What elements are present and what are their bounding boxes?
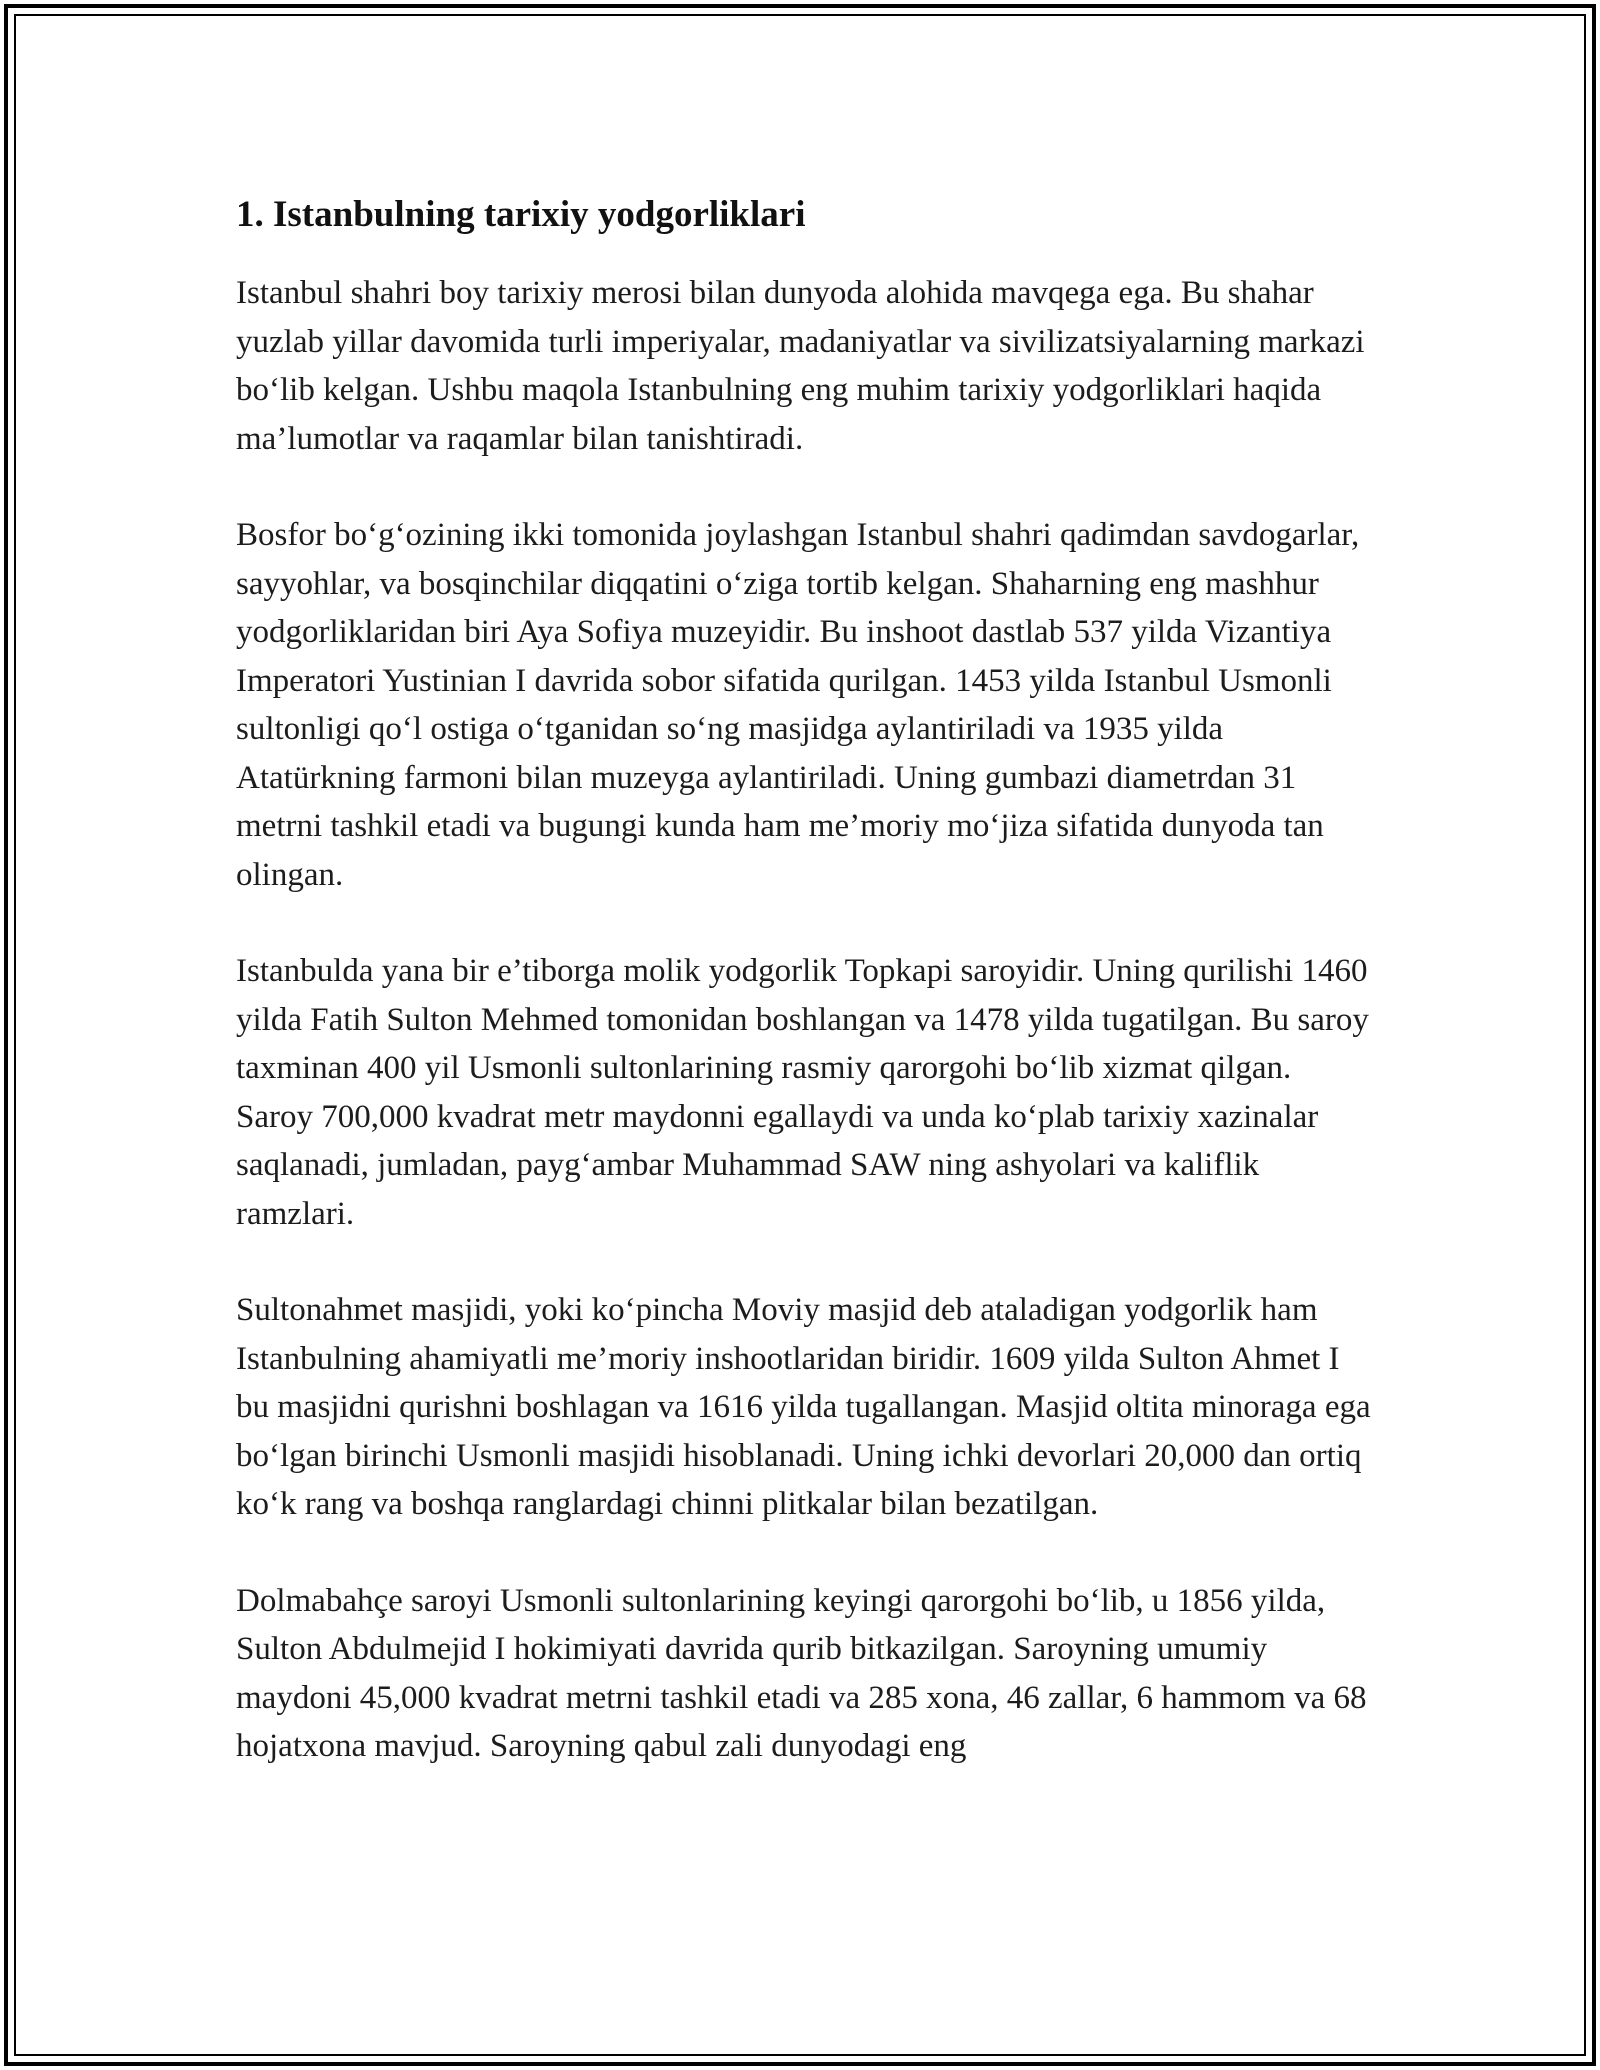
paragraph-topkapi: Istanbulda yana bir e’tiborga molik yodgorlik Topkapi saroyidir. Uning qurilishi 1460 yilda Fatih Sulton Mehmed tomonidan boshlangan va 1478 yilda tugatilgan. Bu saroy taxminan 400 yil Usmonli sultonlarining rasmiy qarorgohi bo‘lib xizmat qilgan. Saroy 700,000 kvadrat metr maydonni egallaydi va unda ko‘plab tarixiy xazinalar saqlanadi, jumladan, payg‘ambar Muhammad SAW ning ashyolari va kaliflik ramzlari.: [236, 953, 1369, 1232]
section-heading: 1. Istanbulning tarixiy yodgorliklari: [236, 194, 806, 235]
paragraph-dolmabahce: Dolmabahçe saroyi Usmonli sultonlarining keyingi qarorgohi bo‘lib, u 1856 yilda, Sulton Abdulmejid I hokimiyati davrida qurib bitkazilgan. Saroyning umumiy maydoni 45,000 kvadrat metrni tashkil etadi va 285 xona, 46 zallar, 6 hammom va 68 hojatxona mavjud. Saroyning qabul zali dunyodagi eng: [236, 1582, 1367, 1764]
document-body: [236, 185, 1376, 1819]
paragraph-sultonahmet: Sultonahmet masjidi, yoki ko‘pincha Moviy masjid deb ataladigan yodgorlik ham Istanbulning ahamiyatli me’moriy inshootlaridan biridir. 1609 yilda Sulton Ahmet I bu masjidni qurishni boshlagan va 1616 yilda tugallangan. Masjid oltita minoraga ega bo‘lgan birinchi Usmonli masjidi hisoblanadi. Uning ichki devorlari 20,000 dan ortiq ko‘k rang va boshqa ranglardagi chinni plitkalar bilan bezatilgan.: [236, 1292, 1371, 1522]
paragraph-aya-sofiya: Bosfor bo‘g‘ozining ikki tomonida joylashgan Istanbul shahri qadimdan savdogarlar, sayyohlar, va bosqinchilar diqqatini o‘ziga tortib kelgan. Shaharning eng mashhur yodgorliklaridan biri Aya Sofiya muzeyidir. Bu inshoot dastlab 537 yilda Vizantiya Imperatori Yustinian I davrida sobor sifatida qurilgan. 1453 yilda Istanbul Usmonli sultonligi qo‘l ostiga o‘tganidan so‘ng masjidga aylantiriladi va 1935 yilda Atatürkning farmoni bilan muzeyga aylantiriladi. Uning gumbazi diametrdan 31 metrni tashkil etadi va bugungi kunda ham me’moriy mo‘jiza sifatida dunyoda tan olingan.: [236, 517, 1360, 893]
paragraph-intro: Istanbul shahri boy tarixiy merosi bilan dunyoda alohida mavqega ega. Bu shahar yuzlab yillar davomida turli imperiyalar, madaniyatlar va sivilizatsiyalarning markazi bo‘lib kelgan. Ushbu maqola Istanbulning eng muhim tarixiy yodgorliklari haqida ma’lumotlar va raqamlar bilan tanishtiradi.: [236, 275, 1365, 457]
